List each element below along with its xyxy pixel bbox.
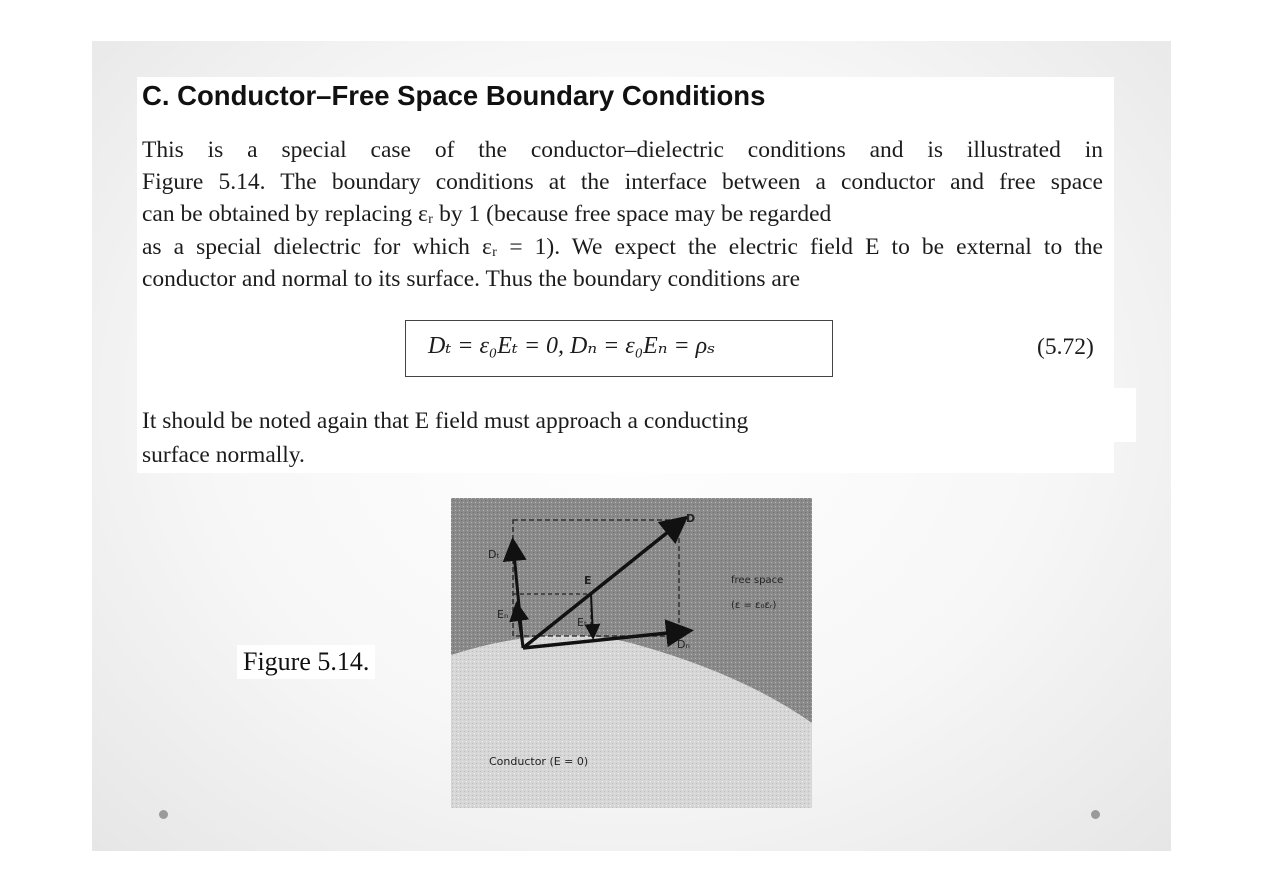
paragraph-intro	[142, 134, 1103, 198]
paragraph-note-line-2: surface normally.	[142, 442, 305, 468]
paragraph-note-line-1: It should be noted again that E field must approach a conducting	[142, 408, 749, 434]
label-et: Eₜ	[577, 616, 588, 629]
figure-caption: Figure 5.14.	[237, 645, 375, 679]
label-conductor: Conductor (E = 0)	[489, 755, 589, 768]
section-heading: C. Conductor–Free Space Boundary Conditions	[142, 80, 766, 111]
label-dn: Dₙ	[677, 638, 690, 651]
paragraph-intro-line-1: This is a special case of the conductor–dielectric conditions and is illustrated in	[142, 137, 1103, 163]
paragraph-boundary-line-2: conductor and normal to its surface. Thus the boundary conditions are	[142, 266, 801, 292]
paragraph-intro-line-3: can be obtained by replacing εᵣ by 1 (because free space may be regarded	[142, 201, 832, 227]
slide-bullet-right	[1091, 810, 1100, 819]
figure-diagram	[451, 498, 812, 808]
label-en: Eₙ	[497, 608, 509, 621]
slide-bullet-left	[159, 810, 168, 819]
panel-extension	[1110, 388, 1136, 442]
equation-number: (5.72)	[1037, 334, 1094, 360]
equation-text: Dₜ = ε₀Eₜ = 0, Dₙ = ε₀Eₙ = ρₛ	[428, 333, 716, 359]
label-free-space-sub: (ε = ε₀εᵣ)	[731, 600, 777, 611]
paragraph-note	[142, 404, 748, 472]
paragraph-intro-line-2: Figure 5.14. The boundary conditions at the interface between a conductor and free space	[142, 169, 1103, 195]
paragraph-intro-cont	[142, 198, 1103, 230]
paragraph-boundary	[142, 231, 1103, 295]
label-d: D	[686, 512, 696, 525]
label-e: E	[584, 574, 592, 587]
label-free-space: free space	[731, 575, 784, 586]
paragraph-boundary-line-1: as a special dielectric for which εᵣ = 1). We expect the electric field E to be external to the	[142, 234, 1103, 260]
label-dt: Dₜ	[488, 548, 500, 561]
